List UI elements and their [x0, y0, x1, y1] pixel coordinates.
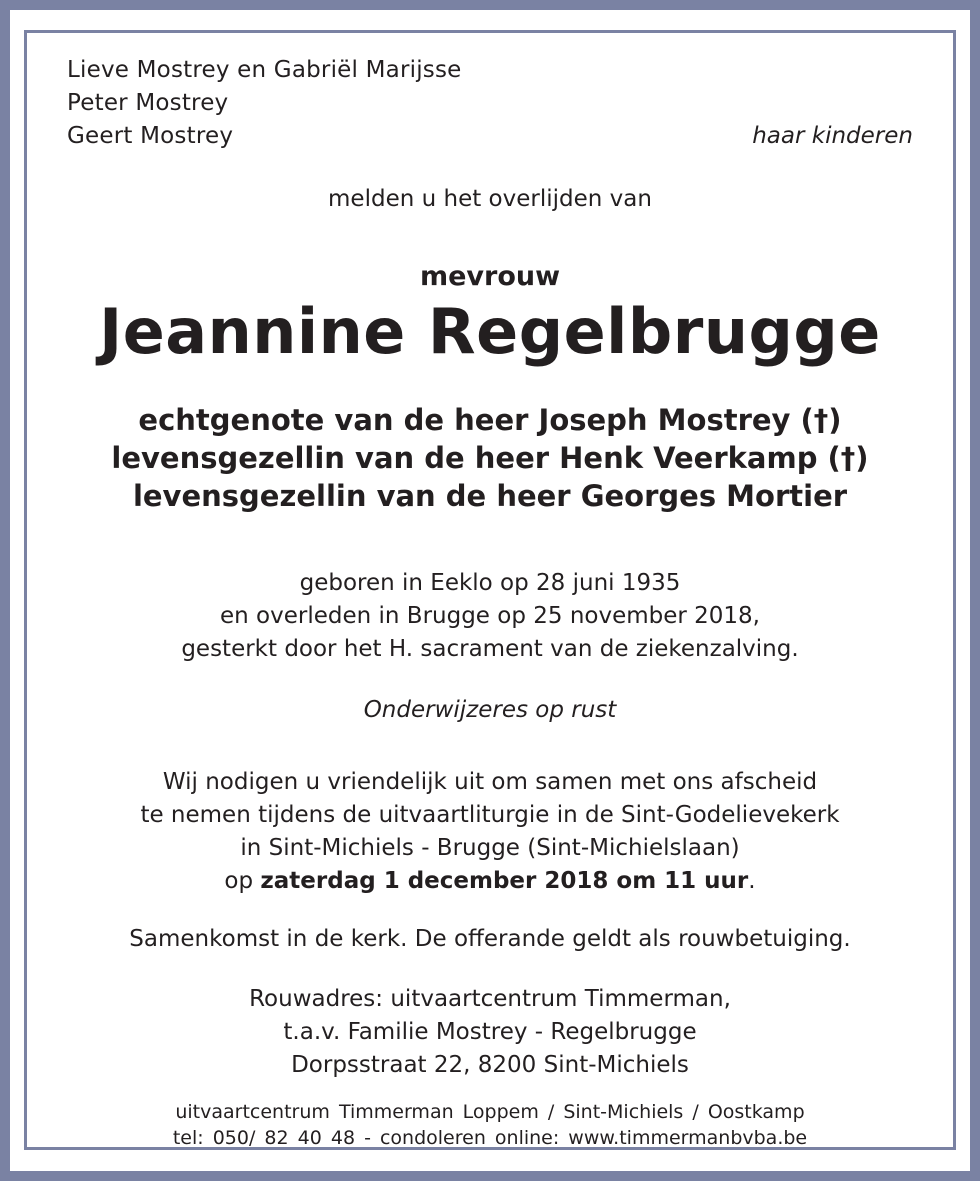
footer-line-2: tel: 050/ 82 40 48 - condoleren online: www.timmermanbvba.be [172, 1127, 808, 1149]
announcement-frame [24, 30, 956, 1150]
invitation-line-3: in Sint-Michiels - Brugge (Sint-Michielslaan) [240, 835, 740, 861]
death-line: en overleden in Brugge op 25 november 2018, [220, 603, 760, 629]
announce-text: melden u het overlijden van [328, 186, 652, 212]
address-line-2: t.a.v. Familie Mostrey - Regelbrugge [283, 1019, 697, 1045]
ceremony-suffix: . [748, 868, 756, 894]
relation-1: echtgenote van de heer Joseph Mostrey (†) [138, 403, 842, 437]
birth-line: geboren in Eeklo op 28 juni 1935 [299, 570, 681, 596]
ceremony-datetime: zaterdag 1 december 2018 om 11 uur [260, 868, 749, 894]
address-line-1: Rouwadres: uitvaartcentrum Timmerman, [249, 986, 731, 1012]
gathering-text: Samenkomst in de kerk. De offerande geldt als rouwbetuiging. [129, 926, 851, 952]
occupation: Onderwijzeres op rust [363, 697, 617, 723]
child-name-3: Geert Mostrey [67, 123, 234, 149]
address-line-3: Dorpsstraat 22, 8200 Sint-Michiels [291, 1052, 689, 1078]
deceased-name: Jeannine Regelbrugge [99, 295, 881, 368]
invitation-line-2: te nemen tijdens de uitvaartliturgie in de Sint-Godelievekerk [140, 802, 840, 828]
relation-2: levensgezellin van de heer Henk Veerkamp (†) [111, 441, 869, 475]
children-label: haar kinderen [752, 123, 913, 149]
footer-line-1: uitvaartcentrum Timmerman Loppem / Sint-Michiels / Oostkamp [175, 1101, 805, 1123]
relation-3: levensgezellin van de heer Georges Mortier [132, 479, 848, 513]
child-name-2: Peter Mostrey [67, 90, 229, 116]
ceremony-prefix: op [224, 868, 261, 894]
invitation-line-1: Wij nodigen u vriendelijk uit om samen met ons afscheid [162, 769, 818, 795]
page-background [10, 10, 970, 1171]
deceased-title: mevrouw [419, 261, 561, 292]
sacrament-line: gesterkt door het H. sacrament van de ziekenzalving. [181, 636, 799, 662]
ceremony-line [27, 865, 953, 898]
child-name-1: Lieve Mostrey en Gabriël Marijsse [67, 57, 462, 83]
